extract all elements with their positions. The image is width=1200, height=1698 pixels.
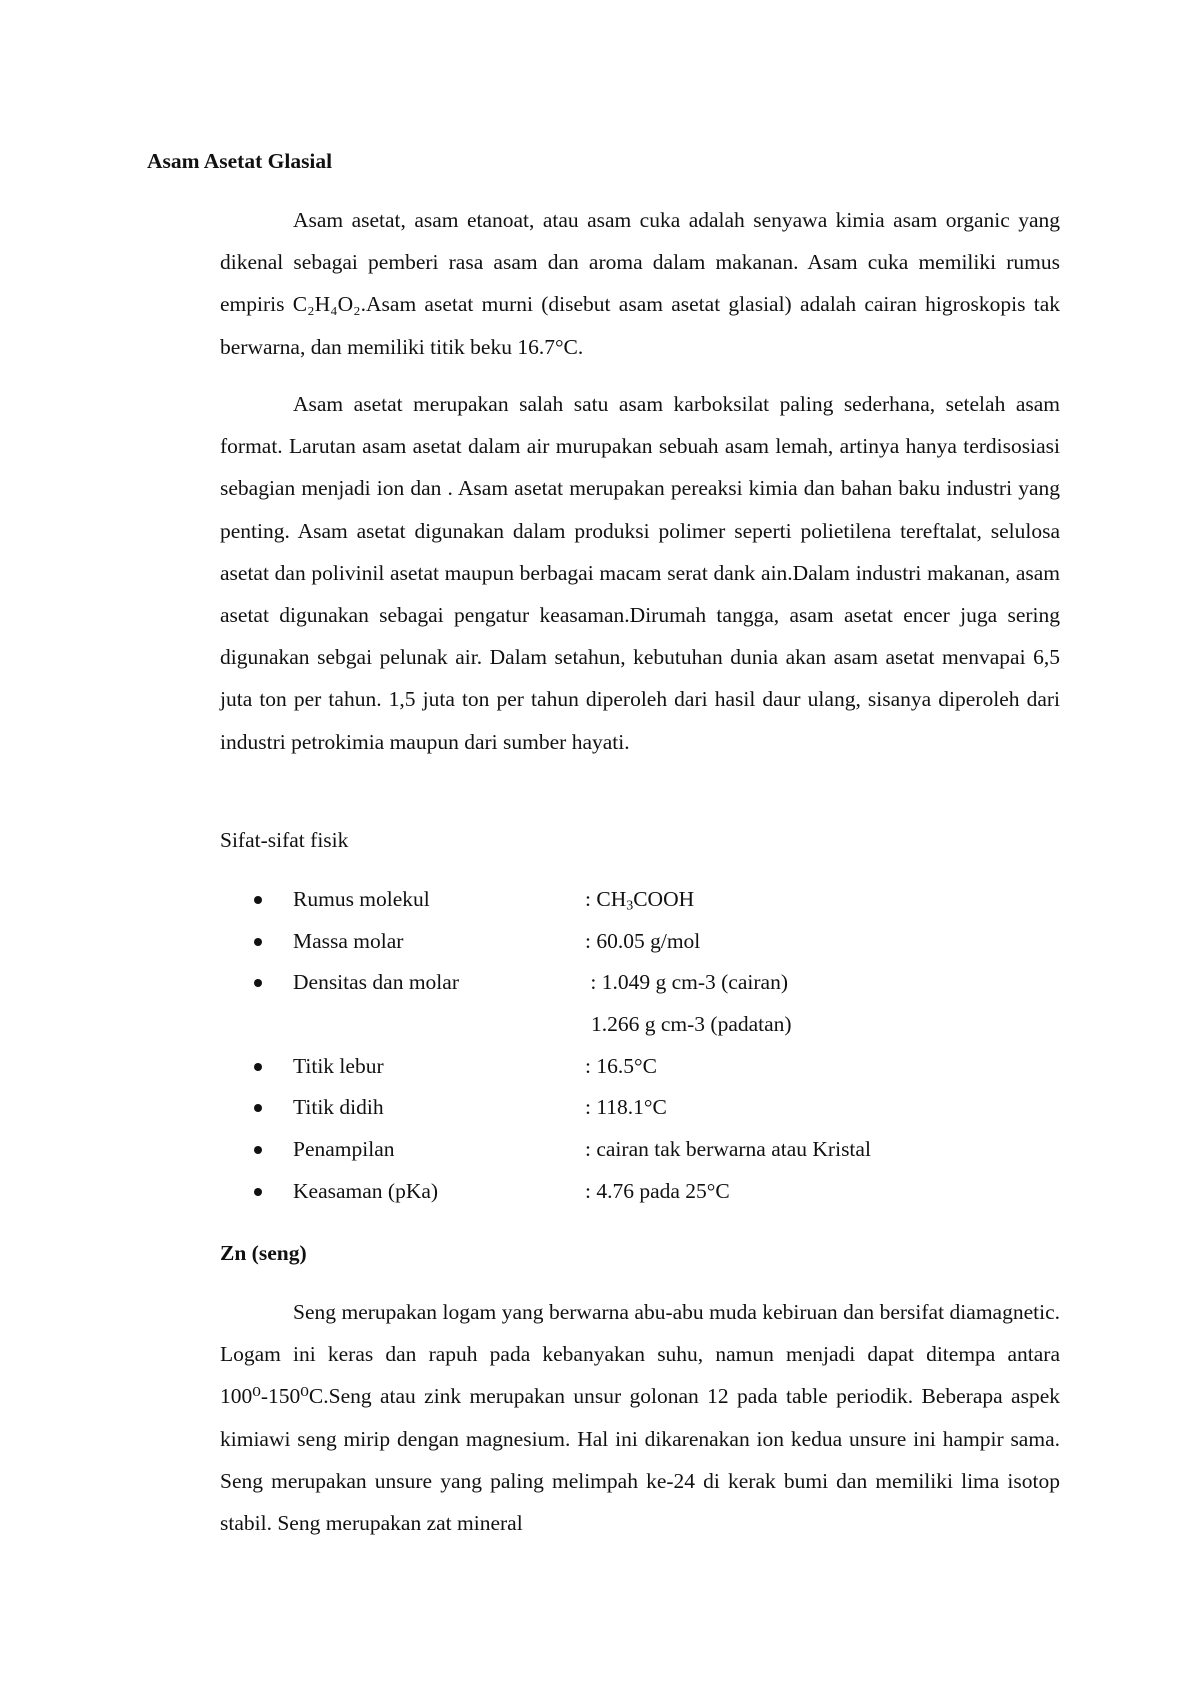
property-value — [585, 882, 694, 923]
property-value: : 4.76 pada 25°C — [585, 1178, 730, 1203]
property-label: Rumus molekul — [293, 887, 430, 911]
property-value: 1.266 g cm-3 (padatan) — [591, 1012, 792, 1037]
bullet-icon — [254, 1188, 262, 1196]
property-label: Densitas dan molar — [293, 970, 459, 995]
paragraph-asam-asetat-detail: Asam asetat merupakan salah satu asam karboksilat paling sederhana, setelah asam format. Larutan asam asetat dalam air murupakan sebuah asam lemah, artinya hanya terdisosiasi sebagian menjadi ion dan . Asam asetat merupakan pereaksi kimia dan bahan baku industri yang penting. Asam asetat digunakan dalam produksi polimer seperti polietilena tereftalat, selulosa asetat dan polivinil asetat maupun berbagai macam serat dank ain.Dalam industri makanan, asam asetat digunakan sebagai pengatur keasaman.Dirumah tangga, asam asetat encer juga sering digunakan sebgai pelunak air. Dalam setahun, kebutuhan dunia akan asam asetat menvapai 6,5 juta ton per tahun. 1,5 juta ton per tahun diperoleh dari hasil daur ulang, sisanya diperoleh dari industri petrokimia maupun dari sumber hayati. — [220, 392, 1060, 754]
property-label: Massa molar — [293, 928, 404, 953]
section-title-asam-asetat: Asam Asetat Glasial — [147, 149, 333, 173]
bullet-icon — [254, 1104, 262, 1112]
properties-heading: Sifat-sifat fisik — [220, 828, 349, 852]
property-row-massa-molar — [220, 924, 1020, 966]
formula-subscript: 3 — [626, 898, 634, 914]
property-label: Penampilan — [293, 1137, 395, 1162]
property-row-penampilan — [220, 1132, 1020, 1174]
bullet-icon — [254, 979, 262, 987]
bullet-icon — [254, 938, 262, 946]
property-label: Titik lebur — [293, 1053, 384, 1078]
properties-list — [220, 882, 1020, 1216]
formula-prefix: : CH — [585, 887, 627, 911]
formula-suffix: COOH — [633, 887, 695, 911]
property-row-rumus-molekul — [220, 882, 1020, 924]
property-row-keasaman — [220, 1174, 1020, 1216]
property-value: : cairan tak berwarna atau Kristal — [585, 1137, 871, 1162]
property-row-densitas — [220, 965, 1020, 1007]
section-title-zn-seng: Zn (seng) — [220, 1241, 307, 1265]
property-value: : 1.049 g cm-3 (cairan) — [585, 970, 788, 995]
property-label: Keasaman (pKa) — [293, 1178, 439, 1203]
property-value: : 16.5°C — [585, 1053, 657, 1078]
bullet-icon — [254, 896, 262, 904]
property-row-densitas-continued — [220, 1007, 1020, 1049]
property-label: Titik didih — [293, 1095, 384, 1120]
property-row-titik-lebur — [220, 1049, 1020, 1091]
property-row-titik-didih — [220, 1090, 1020, 1132]
paragraph-asam-asetat-intro: Asam asetat, asam etanoat, atau asam cuka adalah senyawa kimia asam organic yang dikenal sebagai pemberi rasa asam dan aroma dalam makanan. Asam cuka memiliki rumus empiris C₂H₄O₂.Asam asetat murni (disebut asam asetat glasial) adalah cairan higroskopis tak berwarna, dan memiliki titik beku 16.7°C. — [220, 208, 1060, 359]
bullet-icon — [254, 1146, 262, 1154]
property-value: : 60.05 g/mol — [585, 928, 701, 953]
property-value: : 118.1°C — [585, 1095, 667, 1120]
paragraph-zn-seng: Seng merupakan logam yang berwarna abu-abu muda kebiruan dan bersifat diamagnetic. Logam ini keras dan rapuh pada kebanyakan suhu, namun menjadi dapat ditempa antara 100⁰-150⁰C.Seng atau zink merupakan unsur golonan 12 pada table periodik. Beberapa aspek kimiawi seng mirip dengan magnesium. Hal ini dikarenakan ion kedua unsure ini hampir sama. Seng merupakan unsure yang paling melimpah ke-24 di kerak bumi dan memiliki lima isotop stabil. Seng merupakan zat mineral — [220, 1300, 1060, 1536]
bullet-icon — [254, 1063, 262, 1071]
